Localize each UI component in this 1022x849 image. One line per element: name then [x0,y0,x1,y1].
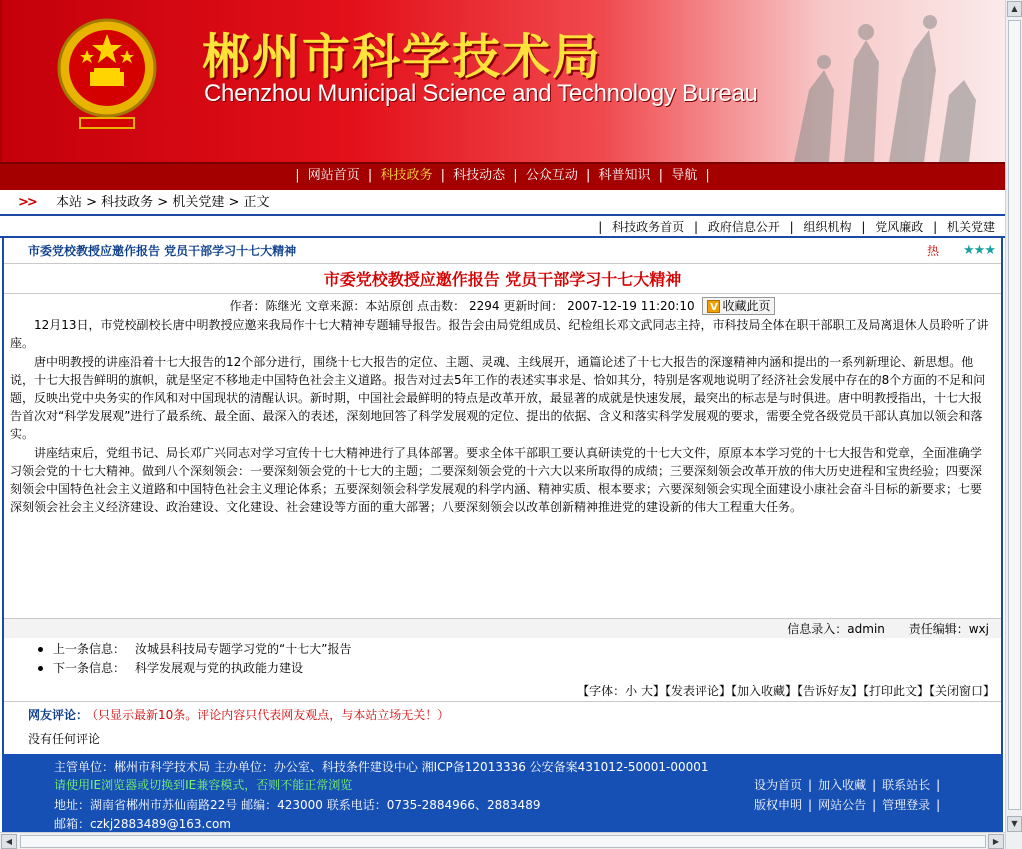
footer-separator: | [872,798,877,812]
subnav-separator: | [861,220,866,234]
bullet-icon [38,666,43,671]
footer-separator: | [936,778,941,792]
nav-separator: | [658,168,664,183]
footer-separator: | [808,798,813,812]
subnav-item-info-open[interactable]: 政府信息公开 [707,220,780,234]
article-body [4,316,1001,618]
breadcrumb [0,190,1005,216]
main-nav [0,162,1005,190]
entry-person: 信息录入：admin [787,622,885,636]
headline-bar [4,238,1001,264]
nav-item-sci-news[interactable]: 科技动态 [453,168,506,183]
footer-links-row2 [754,796,946,813]
subnav-separator: | [789,220,794,234]
subnav-separator: | [598,220,603,234]
article-tools[interactable]: 【字体：小 大】【发表评论】【加入收藏】【告诉好友】【打印此文】【关闭窗口】 [4,680,1001,702]
set-homepage-link[interactable]: 设为首页 [754,778,803,792]
next-label: 下一条信息： [53,661,126,675]
article-paragraph: 讲座结束后，党组书记、局长邓广兴同志对学习宣传十七大精神进行了具体部署。要求全体干部职工要认真研读党的十七大文件，原原本本学习党的十七大报告和党章，全面准确学习领会党的十七大精神。做到八个深刻领会：一要深刻领会党的十七大的主题；二要深刻领会党的十六大以来所取得的成绩；三要深刻领会改革开放的伟大历史进程和宝贵经验；四要深刻领会中国特色社会主义道路和中国特色社会主义理论体系；五要深刻领会科学发展观的科学内涵、精神实质、根本要求；六要深刻领会实现全面建设小康社会奋斗目标的新要求；七要深刻领会社会主义经济建设、政治建设、文化建设、社会建设等方面的重大部署；八要深刻领会以改革创新精神推进党的建设新的伟大工程重大任务。 [10,446,983,514]
breadcrumb-item-party[interactable]: 机关党建 [172,195,225,210]
scroll-up-icon[interactable]: ▲ [1007,1,1022,17]
footer-email: 邮箱：czkj2883489@163.com [54,817,231,831]
favorite-label: 收藏此页 [722,299,771,313]
footer-address: 地址：湖南省郴州市苏仙南路22号 邮编：423000 联系电话：0735-2884966、2883489 [54,798,541,812]
prev-item [38,640,1001,659]
nav-separator: | [513,168,518,183]
article-sign [4,618,1001,638]
subnav-item-gov-home[interactable]: 科技政务首页 [612,220,685,234]
sculpture-image [754,0,1004,162]
copyright-link[interactable]: 版权申明 [754,798,803,812]
sub-nav [0,216,1005,238]
prev-link[interactable]: 汝城县科技局专题学习党的“十七大”报告 [135,642,352,656]
vertical-scroll-thumb[interactable] [1008,20,1021,810]
article-meta-text: 作者：陈继光 文章来源：本站原创 点击数： 2294 更新时间： 2007-12-19 11:20:10 [229,299,695,313]
breadcrumb-item-site[interactable]: 本站 [55,195,82,210]
article-paragraph: 12月13日，市党校副校长唐中明教授应邀来我局作十七大精神专题辅导报告。报告会由局党组成员、纪检组长邓文武同志主持，市科技局全体在职干部职工及局离退休人员聆听了讲座。 [10,318,989,350]
contact-admin-link[interactable]: 联系站长 [882,778,931,792]
article-meta [4,296,1001,316]
nav-item-public[interactable]: 公众互动 [525,168,578,183]
nav-item-guide[interactable]: 导航 [671,168,698,183]
add-favorite-link[interactable]: 加入收藏 [818,778,867,792]
rating-stars-icon: ★★★ [963,243,995,258]
footer-separator: | [936,798,941,812]
subnav-separator: | [933,220,938,234]
next-item [38,659,1001,678]
breadcrumb-item-current: 正文 [243,195,270,210]
article-frame [2,238,1003,754]
breadcrumb-arrows-icon: >> [18,195,36,210]
site-footer [2,754,1003,834]
nav-item-home[interactable]: 网站首页 [307,168,360,183]
nav-item-science-knowledge[interactable]: 科普知识 [598,168,651,183]
comments-label: 网友评论： [28,708,89,722]
footer-links-row1 [754,776,946,793]
horizontal-scrollbar[interactable] [0,832,1005,849]
breadcrumb-separator: > [228,195,244,210]
national-emblem-icon [54,10,160,138]
nav-separator: | [705,168,710,183]
favorite-page-button[interactable] [702,297,775,315]
subnav-item-integrity[interactable]: 党风廉政 [875,220,924,234]
site-title-en: Chenzhou Municipal Science and Technology Bureau [204,80,758,107]
article-paragraph: 唐中明教授的讲座沿着十七大报告的12个部分进行，围绕十七大报告的定位、主题、灵魂、主线展开，通篇论述了十七大报告的深邃精神内涵和提出的一系列新理论、新思想。他说，十七大报告鲜明的旗帜，就是坚定不移地走中国特色社会主义道路。报告对过去5年工作的表述实事求是、恰如其分，特别是客观地说明了经济社会发展中存在的8个方面的不足和问题，反映出党中央务实的作风和对中国现状的清醒认识。新时期，中国社会最鲜明的特点是改革开放，最显著的成就是快速发展，最突出的标志是与时俱进。唐中明教授指出，十七大报告首次对“科学发展观”进行了最系统、最全面、最深入的表述，深刻地回答了科学发展观的定位、提出的依据、含义和落实科学发展观的要求，需要全党各级党员干部认真加以领会和落实。 [10,355,986,441]
site-notice-link[interactable]: 网站公告 [818,798,867,812]
editor-person: 责任编辑：wxj [908,622,989,636]
footer-org-line: 主管单位：郴州市科学技术局 主办单位：办公室、科技条件建设中心 湘ICP备12013336 公安备案431012-50001-00001 [54,760,709,774]
prev-label: 上一条信息： [53,642,126,656]
nav-separator: | [295,168,300,183]
vertical-scrollbar[interactable] [1005,0,1022,849]
admin-login-link[interactable]: 管理登录 [882,798,931,812]
nav-separator: | [585,168,591,183]
horizontal-scroll-thumb[interactable] [20,835,986,848]
scroll-right-icon[interactable]: ▶ [988,834,1004,849]
breadcrumb-separator: > [86,195,102,210]
scroll-down-icon[interactable]: ▼ [1007,816,1022,832]
nav-separator: | [367,168,373,183]
breadcrumb-item-sci-gov[interactable]: 科技政务 [101,195,154,210]
subnav-separator: | [693,220,698,234]
nav-item-sci-gov[interactable]: 科技政务 [380,168,433,183]
footer-browser-note: 请使用IE浏览器或切换到IE兼容模式，否则不能正常浏览 [54,778,353,792]
bullet-icon [38,647,43,652]
hot-badge: 热 [926,244,939,258]
footer-separator: | [872,778,877,792]
comments-header [4,702,1001,728]
subnav-item-party[interactable]: 机关党建 [946,220,995,234]
headline-text: 市委党校教授应邀作报告 党员干部学习十七大精神 [28,244,297,258]
comments-empty: 没有任何评论 [28,732,101,746]
breadcrumb-separator: > [157,195,173,210]
favorite-icon: V [707,300,720,313]
next-link[interactable]: 科学发展观与党的执政能力建设 [135,661,304,675]
nav-separator: | [440,168,445,183]
scroll-left-icon[interactable]: ◀ [1,834,17,849]
article-title: 市委党校教授应邀作报告 党员干部学习十七大精神 [4,266,1001,294]
subnav-item-org[interactable]: 组织机构 [803,220,852,234]
site-title-cn: 郴州市科学技术局 [202,29,603,85]
footer-separator: | [808,778,813,792]
site-banner [0,0,1005,162]
prev-next-links [4,638,1001,680]
comments-note: （只显示最新10条。评论内容只代表网友观点，与本站立场无关！） [92,708,450,722]
